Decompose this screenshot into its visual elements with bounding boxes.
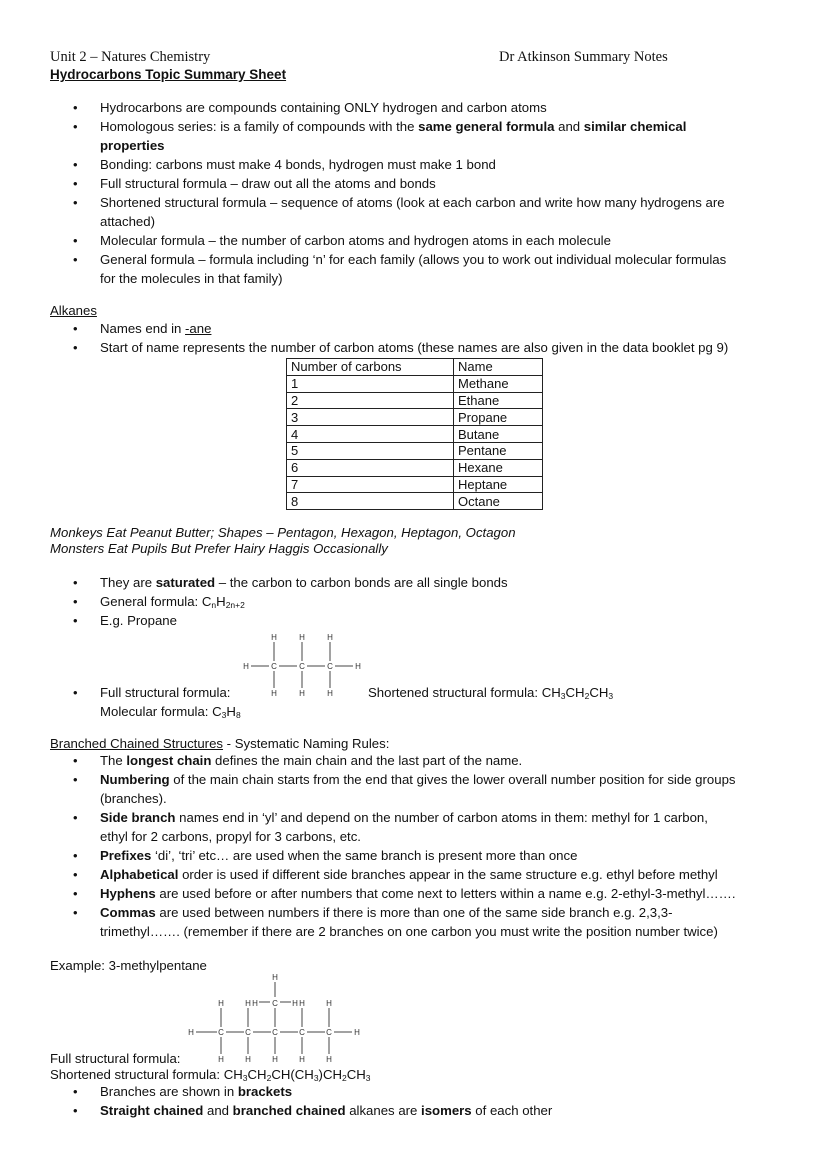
- svg-text:C: C: [272, 1028, 278, 1037]
- molecular-formula: Molecular formula: $C_3H_8$: [100, 704, 241, 720]
- table-row: 5 Pentane: [287, 442, 543, 459]
- svg-text:H: H: [245, 999, 251, 1008]
- svg-text:C: C: [272, 999, 278, 1008]
- example-label: Example: 3-methylpentane: [50, 958, 207, 973]
- svg-text:H: H: [218, 999, 224, 1008]
- rule-numbering: • Numbering of the main chain starts from the end that gives the lower overall number position for side groups (branches).: [50, 770, 810, 808]
- svg-text:H: H: [327, 689, 333, 698]
- mnemonic-2: Monsters Eat Pupils But Prefer Hairy Haggis Occasionally: [50, 541, 388, 556]
- mnemonic-1: Monkeys Eat Peanut Butter; Shapes – Pentagon, Hexagon, Heptagon, Octagon: [50, 525, 516, 540]
- bullet-isomers: • Straight chained and branched chained alkanes are isomers of each other: [50, 1101, 790, 1120]
- table-row: 4 Butane: [287, 426, 543, 443]
- rule-prefixes: • Prefixes ‘di’, ‘tri’ etc… are used when the same branch is present more than once: [50, 846, 810, 865]
- final-bullet-list: [50, 1082, 790, 1120]
- svg-text:H: H: [245, 1055, 251, 1064]
- svg-text:H: H: [326, 1055, 332, 1064]
- bullet-general-formula: • General formula – formula including ‘n’ for each family (allows you to work out individual molecular formulas for the molecules in that family): [50, 250, 790, 288]
- table-header-row: [287, 359, 543, 376]
- page-title: Hydrocarbons Topic Summary Sheet: [50, 67, 287, 82]
- svg-text:C: C: [218, 1028, 224, 1037]
- general-formula: $C_nH_{2n+2}$: [201, 594, 245, 610]
- svg-text:H: H: [188, 1028, 194, 1037]
- svg-text:H: H: [252, 999, 258, 1008]
- bullet-hydrocarbons: • Hydrocarbons are compounds containing ONLY hydrogen and carbon atoms: [50, 98, 790, 117]
- propane-formula-list: [50, 683, 350, 721]
- author-label: Dr Atkinson Summary Notes: [499, 49, 668, 65]
- bullet-homologous-series: • Homologous series: is a family of compounds with the same general formula and similar chemical properties: [50, 117, 790, 155]
- table-row: 1 Methane: [287, 375, 543, 392]
- svg-text:H: H: [243, 662, 249, 671]
- svg-text:H: H: [272, 973, 278, 982]
- bullet-bonding: • Bonding: carbons must make 4 bonds, hydrogen must make 1 bond: [50, 155, 790, 174]
- svg-text:C: C: [299, 662, 305, 671]
- rule-longest-chain: • The longest chain defines the main chain and the last part of the name.: [50, 751, 810, 770]
- svg-text:H: H: [355, 662, 361, 671]
- methylpentane-full-structural-label: Full structural formula:: [50, 1051, 181, 1066]
- table-row: 7 Heptane: [287, 476, 543, 493]
- full-structural-label: • Full structural formula: Molecular formula: $C_3H_8$: [50, 683, 350, 721]
- rule-side-branch: • Side branch names end in ‘yl’ and depend on the number of carbon atoms in them: methyl for 1 carbon, ethyl for 2 carbons, propyl for 3 carbons, etc.: [50, 808, 810, 846]
- alkanes-heading: Alkanes: [50, 303, 97, 318]
- table-row: 3 Propane: [287, 409, 543, 426]
- bullet-brackets: • Branches are shown in brackets: [50, 1082, 790, 1101]
- alkane-names-table: [286, 358, 543, 510]
- svg-text:H: H: [326, 999, 332, 1008]
- svg-text:H: H: [271, 689, 277, 698]
- svg-text:C: C: [271, 662, 277, 671]
- alkane-properties-list: [50, 573, 790, 630]
- naming-rules-list: [50, 751, 810, 941]
- bullet-molecular-formula: • Molecular formula – the number of carbon atoms and hydrogen atoms in each molecule: [50, 231, 790, 250]
- table-row: 6 Hexane: [287, 459, 543, 476]
- propane-shortened-formula: Shortened structural formula: $CH_3CH_2CH_3$: [368, 685, 614, 701]
- bullet-names-end: • Names end in -ane: [50, 319, 810, 338]
- intro-bullet-list: [50, 98, 790, 288]
- svg-text:H: H: [299, 999, 305, 1008]
- svg-text:C: C: [326, 1028, 332, 1037]
- column-header-name: Name: [454, 359, 543, 376]
- branched-heading: Branched Chained Structures - Systematic Naming Rules:: [50, 736, 390, 751]
- svg-text:H: H: [299, 633, 305, 642]
- svg-text:H: H: [327, 633, 333, 642]
- bullet-saturated: • They are saturated – the carbon to carbon bonds are all single bonds: [50, 573, 790, 592]
- bullet-full-structural: • Full structural formula – draw out all the atoms and bonds: [50, 174, 790, 193]
- unit-title: Unit 2 – Natures Chemistry: [50, 49, 211, 65]
- rule-alphabetical: • Alphabetical order is used if different side branches appear in the same structure e.g. ethyl before methyl: [50, 865, 810, 884]
- bullet-example-propane: • E.g. Propane: [50, 611, 790, 630]
- svg-text:H: H: [218, 1055, 224, 1064]
- methylpentane-shortened-formula: Shortened structural formula: $CH_3CH_2CH(CH_3)CH_2CH_3$: [50, 1067, 371, 1083]
- table-row: 8 Octane: [287, 493, 543, 510]
- rule-commas: • Commas are used between numbers if there is more than one of the same side branch e.g. 2,3,3- trimethyl……. (remember if there are 2 branches on one carbon you must write the position number twice): [50, 903, 810, 941]
- svg-text:C: C: [299, 1028, 305, 1037]
- methylpentane-structure-diagram: [180, 970, 380, 1068]
- svg-text:H: H: [292, 999, 298, 1008]
- bullet-shortened-structural: • Shortened structural formula – sequence of atoms (look at each carbon and write how many hydrogens are attached): [50, 193, 790, 231]
- bullet-general-formula-alkane: • General formula: $C_nH_{2n+2}$: [50, 592, 790, 611]
- svg-text:H: H: [299, 1055, 305, 1064]
- svg-text:H: H: [271, 633, 277, 642]
- table-row: 2 Ethane: [287, 392, 543, 409]
- alkanes-bullet-list: [50, 319, 810, 357]
- svg-text:H: H: [272, 1055, 278, 1064]
- column-header-carbons: Number of carbons: [287, 359, 454, 376]
- svg-text:H: H: [299, 689, 305, 698]
- svg-text:H: H: [354, 1028, 360, 1037]
- rule-hyphens: • Hyphens are used before or after numbers that come next to letters within a name e.g. 2-ethyl-3-methyl…….: [50, 884, 810, 903]
- svg-text:C: C: [327, 662, 333, 671]
- svg-text:C: C: [245, 1028, 251, 1037]
- bullet-start-of-name: • Start of name represents the number of carbon atoms (these names are also given in the data booklet pg 9): [50, 338, 810, 357]
